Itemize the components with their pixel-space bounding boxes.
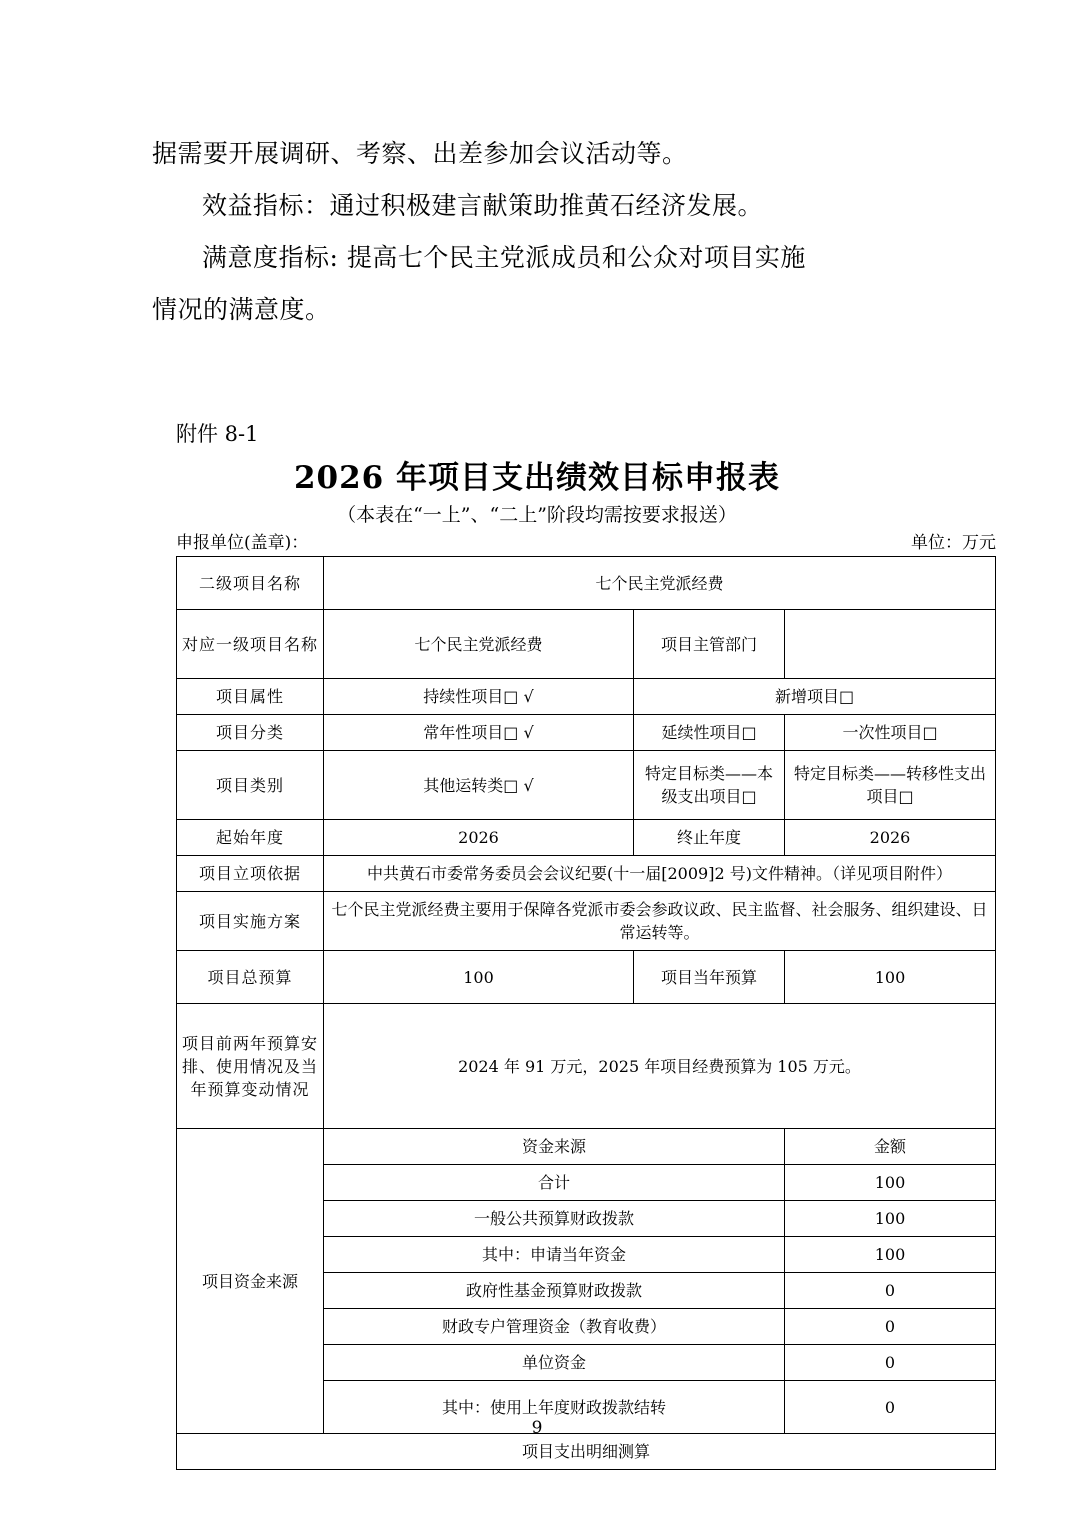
table-row bbox=[177, 820, 996, 856]
table-row bbox=[177, 1004, 996, 1129]
performance-target-form bbox=[176, 556, 996, 1470]
intro-line-4: 情况的满意度。 bbox=[152, 295, 331, 324]
dept-label: 项目主管部门 bbox=[634, 610, 785, 679]
l2-name-label: 二级项目名称 bbox=[177, 557, 324, 610]
table-row bbox=[177, 1434, 996, 1470]
dept-value bbox=[785, 610, 996, 679]
classification-label: 项目分类 bbox=[177, 715, 324, 751]
end-year-label: 终止年度 bbox=[634, 820, 785, 856]
table-row bbox=[177, 951, 996, 1004]
classification-option-onetime[interactable]: 一次性项目□ bbox=[785, 715, 996, 751]
total-budget-value: 100 bbox=[324, 951, 634, 1004]
table-row bbox=[177, 751, 996, 820]
fund-source-name: 合计 bbox=[324, 1165, 785, 1201]
end-year-value: 2026 bbox=[785, 820, 996, 856]
fund-source-amount: 0 bbox=[785, 1381, 996, 1434]
intro-line-1: 据需要开展调研、考察、出差参加会议活动等。 bbox=[152, 139, 688, 168]
fund-source-amount: 0 bbox=[785, 1345, 996, 1381]
category-option-specific-transfer[interactable]: 特定目标类——转移性支出项目□ bbox=[785, 751, 996, 820]
meta-row bbox=[176, 528, 996, 553]
table-row bbox=[177, 679, 996, 715]
total-budget-label: 项目总预算 bbox=[177, 951, 324, 1004]
intro-paragraphs bbox=[152, 128, 930, 336]
l2-name-value: 七个民主党派经费 bbox=[324, 557, 996, 610]
fund-source-amount: 0 bbox=[785, 1309, 996, 1345]
fund-source-label: 项目资金来源 bbox=[177, 1129, 324, 1434]
basis-value: 中共黄石市委常务委员会会议纪要(十一届[2009]2 号)文件精神。（详见项目附件） bbox=[324, 856, 996, 892]
l1-name-label: 对应一级项目名称 bbox=[177, 610, 324, 679]
fund-head-source: 资金来源 bbox=[324, 1129, 785, 1165]
fund-source-amount: 0 bbox=[785, 1273, 996, 1309]
table-row bbox=[177, 715, 996, 751]
l1-name-value: 七个民主党派经费 bbox=[324, 610, 634, 679]
history-value: 2024 年 91 万元，2025 年项目经费预算为 105 万元。 bbox=[324, 1004, 996, 1129]
attribute-option-continuing[interactable]: 持续性项目□ √ bbox=[324, 679, 634, 715]
table-row bbox=[177, 610, 996, 679]
plan-label: 项目实施方案 bbox=[177, 892, 324, 951]
fund-source-name: 其中：使用上年度财政拨款结转 bbox=[324, 1381, 785, 1434]
current-year-budget-label: 项目当年预算 bbox=[634, 951, 785, 1004]
table-row bbox=[177, 557, 996, 610]
start-year-label: 起始年度 bbox=[177, 820, 324, 856]
page-subtitle: （本表在“一上”、“二上”阶段均需按要求报送） bbox=[337, 504, 737, 526]
fund-source-name: 单位资金 bbox=[324, 1345, 785, 1381]
table-row bbox=[177, 856, 996, 892]
attribute-option-new[interactable]: 新增项目□ bbox=[634, 679, 996, 715]
fund-source-name: 一般公共预算财政拨款 bbox=[324, 1201, 785, 1237]
plan-value: 七个民主党派经费主要用于保障各党派市委会参政议政、民主监督、社会服务、组织建设、日常运转等。 bbox=[324, 892, 996, 951]
page-number: 9 bbox=[531, 1418, 543, 1438]
attribute-label: 项目属性 bbox=[177, 679, 324, 715]
table-row bbox=[177, 1129, 996, 1165]
history-label: 项目前两年预算安排、使用情况及当年预算变动情况 bbox=[177, 1004, 324, 1129]
start-year-value: 2026 bbox=[324, 820, 634, 856]
category-option-other-operating[interactable]: 其他运转类□ √ bbox=[324, 751, 634, 820]
category-label: 项目类别 bbox=[177, 751, 324, 820]
classification-option-extended[interactable]: 延续性项目□ bbox=[634, 715, 785, 751]
detail-calculation-label: 项目支出明细测算 bbox=[177, 1434, 996, 1470]
fund-source-name: 其中：申请当年资金 bbox=[324, 1237, 785, 1273]
current-year-budget-value: 100 bbox=[785, 951, 996, 1004]
amount-unit-label: 单位：万元 bbox=[911, 533, 996, 553]
declare-unit-label: 申报单位(盖章)： bbox=[176, 533, 309, 553]
page-title: 2026 年项目支出绩效目标申报表 bbox=[293, 460, 781, 496]
fund-source-name: 政府性基金预算财政拨款 bbox=[324, 1273, 785, 1309]
fund-source-amount: 100 bbox=[785, 1201, 996, 1237]
basis-label: 项目立项依据 bbox=[177, 856, 324, 892]
table-row bbox=[177, 892, 996, 951]
fund-source-name: 财政专户管理资金（教育收费） bbox=[324, 1309, 785, 1345]
attachment-label: 附件 8-1 bbox=[176, 422, 259, 446]
intro-line-2: 效益指标：通过积极建言献策助推黄石经济发展。 bbox=[202, 191, 764, 220]
fund-head-amount: 金额 bbox=[785, 1129, 996, 1165]
fund-source-amount: 100 bbox=[785, 1237, 996, 1273]
intro-line-3: 满意度指标: 提高七个民主党派成员和公众对项目实施 bbox=[202, 243, 806, 272]
classification-option-annual[interactable]: 常年性项目□ √ bbox=[324, 715, 634, 751]
category-option-specific-local[interactable]: 特定目标类——本级支出项目□ bbox=[634, 751, 785, 820]
fund-source-amount: 100 bbox=[785, 1165, 996, 1201]
